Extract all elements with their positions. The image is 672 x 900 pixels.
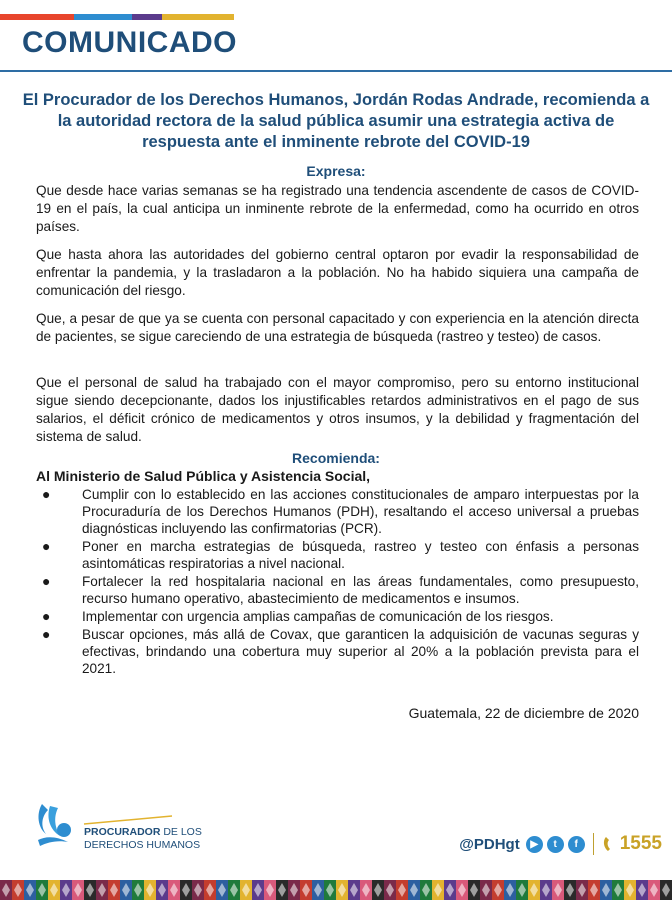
logo-wing-icon [39,804,48,834]
logo-line1: PROCURADOR [84,826,161,838]
bullet-icon: ● [42,608,51,624]
paragraph: Que desde hace varias semanas se ha registrado una tendencia ascendente de casos de COVID-19 en el país, la cual anticipa un inminente rebrote de la enfermedad, como ha ocurrido en otros países. [36,183,639,234]
expresa-heading: Expresa: [306,163,366,179]
bar-red [0,14,74,20]
logo-line1b: DE LOS [163,826,202,838]
twitter-handle[interactable]: @PDHgt [459,835,520,853]
twitter-icon[interactable]: t [547,836,564,853]
bar-yellow [162,14,234,20]
logo-line2: DERECHOS HUMANOS [84,839,201,851]
date-line: Guatemala, 22 de diciembre de 2020 [408,705,639,721]
addressee: Al Ministerio de Salud Pública y Asistencia Social, [36,468,371,484]
hotline [602,833,662,855]
list-item [36,608,639,625]
logo-head-icon [57,823,71,837]
logo-text [84,826,202,852]
logo-swoosh-icon [84,816,172,824]
youtube-icon[interactable]: ▶ [526,836,543,853]
title-divider [0,70,672,72]
list-item-text: Cumplir con lo establecido en las acciones constitucionales de amparo interpuestas por la Procuraduría de los Derechos Humanos (PDH), resaltando el acceso universal a pruebas diagnósticas incluyendo las confirmatorias (PCR). [82,487,639,536]
paragraph: Que el personal de salud ha trabajado con el mayor compromiso, pero su entorno institucional sigue siendo decepcionante, dados los injustificables retardos administrativos en el pago de sus salarios, el déficit crónico de medicamentos y otros insumos, y la debilidad y fragmentación del sistema de salud. [36,375,639,444]
facebook-icon[interactable]: f [568,836,585,853]
list-item-text: Implementar con urgencia amplias campañas de comunicación de los riesgos. [82,609,554,624]
list-item [36,486,639,537]
list-item [36,538,639,572]
headline: El Procurador de los Derechos Humanos, Jordán Rodas Andrade, recomienda a la autoridad rectora de la salud pública asumir una estrategia activa de respuesta ante el inminente rebrote del COVID-19 [22,91,650,151]
list-item [36,626,639,677]
list-item-text: Fortalecer la red hospitalaria nacional en las áreas fundamentales, como presupuesto, recurso humano operativo, abastecimiento de medicamentos e insumos. [82,574,639,606]
bar-purple [132,14,162,20]
paragraph: Que, a pesar de que ya se cuenta con personal capacitado y con experiencia en la atención directa de pacientes, se sigue careciendo de una estrategia de búsqueda (rastreo y testeo) de casos. [36,311,639,344]
list-item-text: Poner en marcha estrategias de búsqueda, rastreo y testeo con énfasis a personas asintomáticas respiratorias a nivel nacional. [82,539,639,571]
bullet-icon: ● [42,626,51,642]
paragraph: Que hasta ahora las autoridades del gobierno central optaron por evadir la responsabilidad de enfrentar la pandemia, y la trasladaron a la población. No ha habido siquiera una campaña de comunicación del riesgo. [36,247,639,298]
top-color-bars [0,14,234,20]
logo-base-icon [38,837,68,846]
divider [593,833,594,855]
list-item [36,573,639,607]
bullet-icon: ● [42,486,51,502]
hotline-number: 1555 [619,833,662,854]
bullet-icon: ● [42,538,51,554]
recommendation-list [36,486,639,678]
bullet-icon: ● [42,573,51,589]
footer-pattern [0,880,672,900]
recomienda-heading: Recomienda: [292,450,380,466]
phone-icon [602,835,618,853]
page-title: COMUNICADO [22,26,237,59]
list-item-text: Buscar opciones, más allá de Covax, que garanticen la adquisición de vacunas seguras y efectivas, brindando una cobertura muy superior al 20% a la población prevista para el 2021. [82,627,639,676]
social-bar [459,833,662,855]
bar-blue [74,14,132,20]
